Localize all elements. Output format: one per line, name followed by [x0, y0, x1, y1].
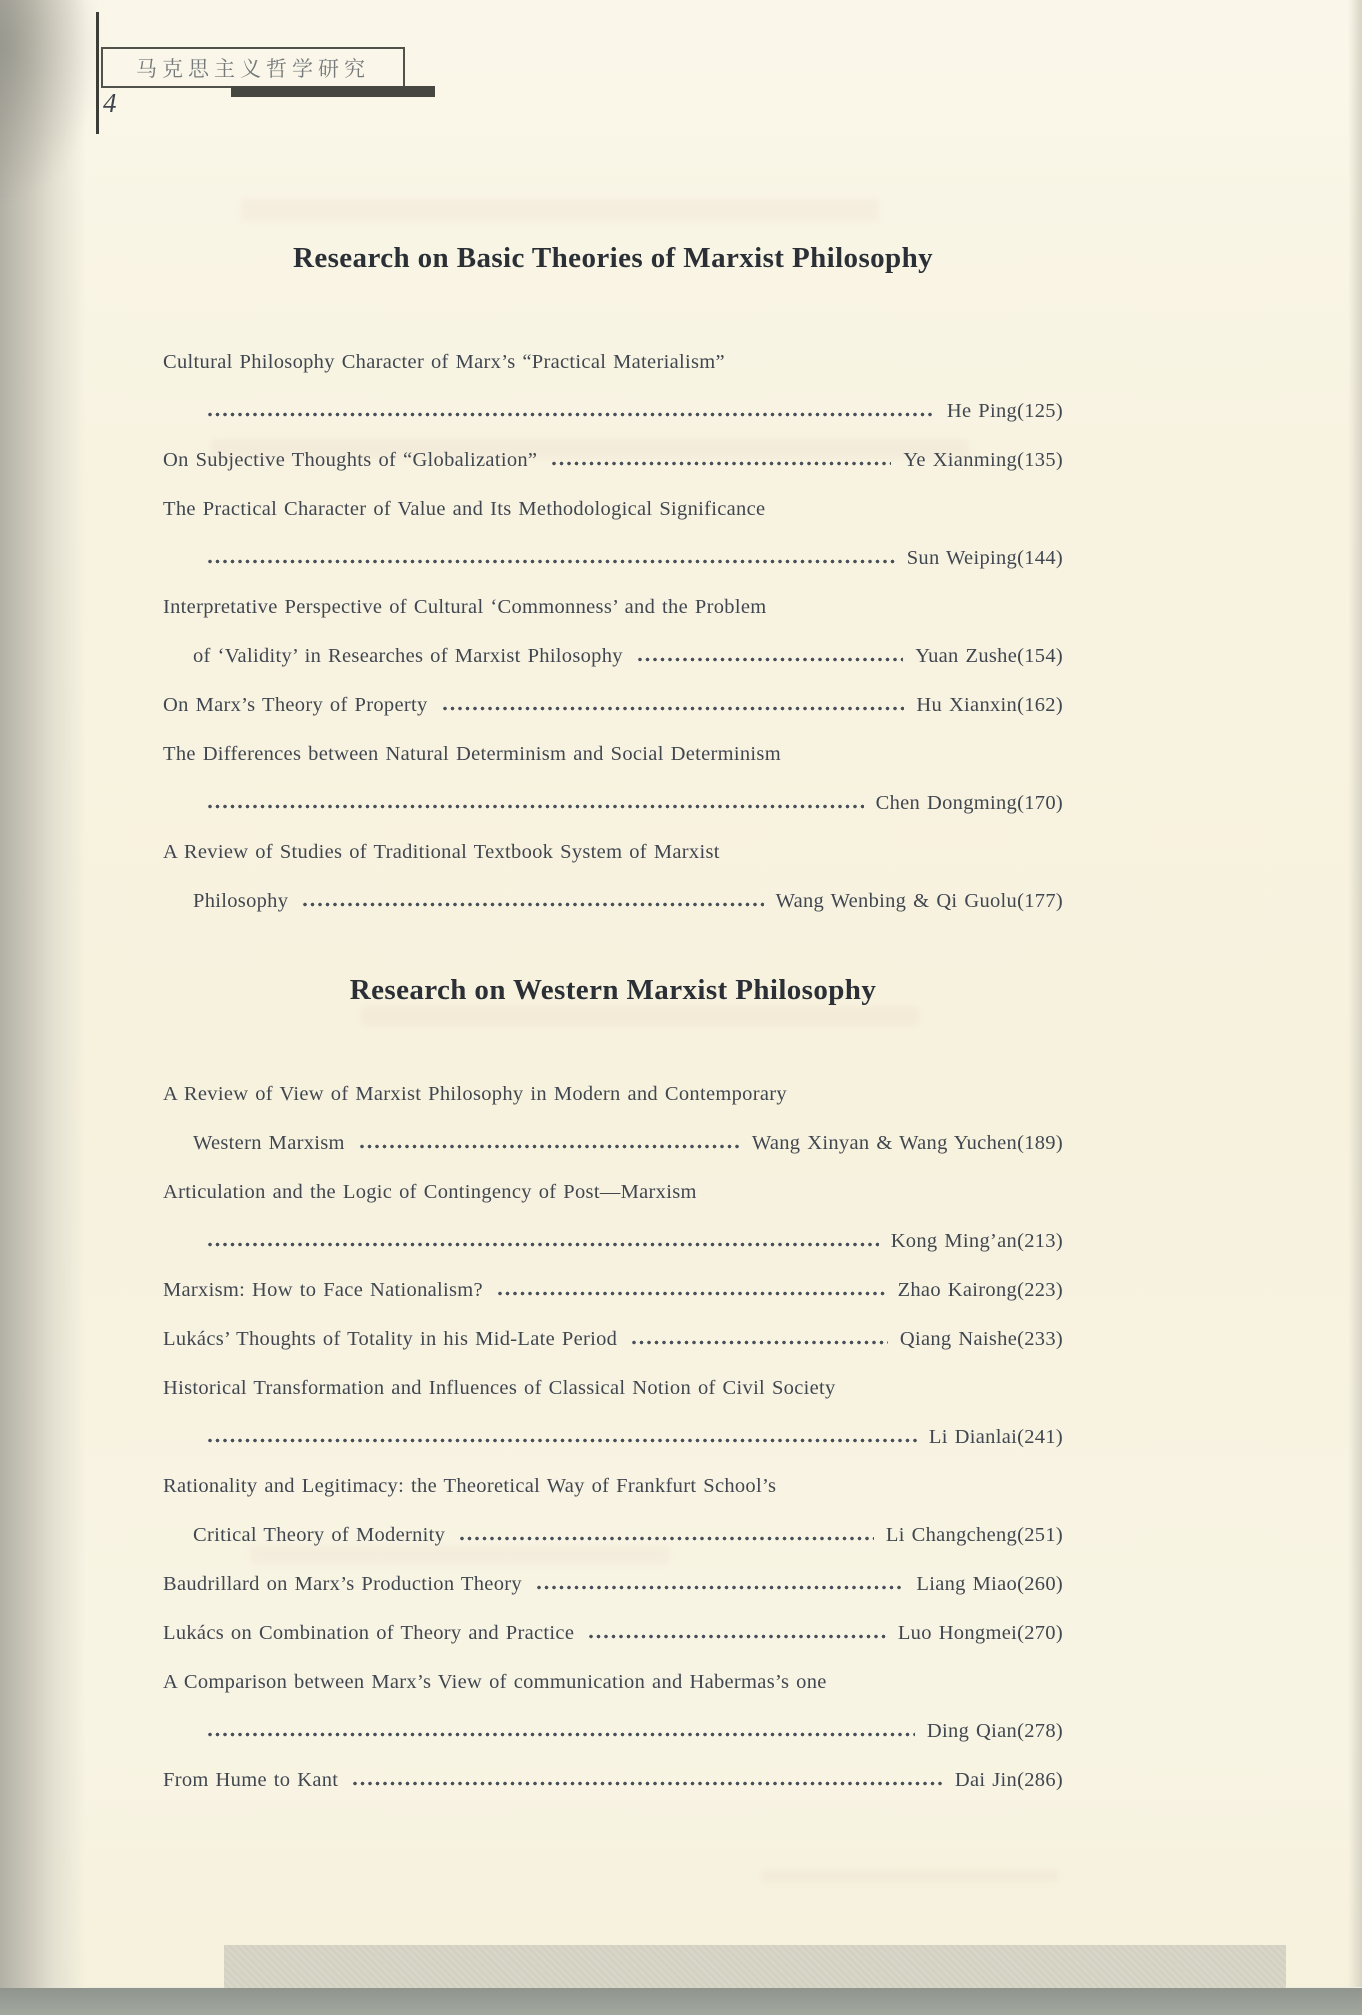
entry-author-page: Zhao Kairong(223) — [897, 1279, 1063, 1301]
entry-author-page: Dai Jin(286) — [954, 1769, 1063, 1791]
scan-bottom-band — [0, 1988, 1362, 2015]
entry-author-page: Wang Wenbing & Qi Guolu(177) — [775, 890, 1063, 912]
entry-title-text: of ‘Validity’ in Researches of Marxist Philosophy — [193, 645, 623, 667]
entry-author-page: Sun Weiping(144) — [906, 547, 1063, 569]
entry-title-text: On Subjective Thoughts of “Globalization” — [163, 449, 538, 471]
dot-leader — [588, 1633, 886, 1640]
header-accent-bar — [231, 86, 435, 97]
bleed-through-artifact — [240, 198, 880, 222]
toc-row — [163, 1070, 1063, 1119]
toc-row — [163, 828, 1063, 877]
toc-row — [163, 1707, 1063, 1756]
entry-title-text: Baudrillard on Marx’s Production Theory — [163, 1573, 522, 1595]
toc-row — [163, 1168, 1063, 1217]
scan-left-edge — [0, 0, 86, 2015]
toc-row — [163, 1658, 1063, 1707]
entry-author-page: Ye Xianming(135) — [903, 449, 1063, 471]
entry-title-text: Rationality and Legitimacy: the Theoretical Way of Frankfurt School’s — [163, 1475, 777, 1497]
entry-author-page: Li Changcheng(251) — [885, 1524, 1063, 1546]
dot-leader — [207, 1437, 917, 1444]
scan-bottom-texture — [224, 1945, 1286, 1991]
dot-leader — [536, 1584, 904, 1591]
entry-title-text: The Practical Character of Value and Its Methodological Significance — [163, 498, 766, 520]
toc-row — [163, 534, 1063, 583]
toc-row — [163, 877, 1063, 926]
toc-row — [163, 1315, 1063, 1364]
bleed-through-artifact — [760, 1868, 1060, 1884]
dot-leader — [359, 1143, 740, 1150]
toc-row — [163, 338, 1063, 387]
toc-row — [163, 1413, 1063, 1462]
dot-leader — [352, 1780, 943, 1787]
entry-title-text: The Differences between Natural Determinism and Social Determinism — [163, 743, 781, 765]
dot-leader — [459, 1535, 874, 1542]
dot-leader — [497, 1290, 886, 1297]
page-number: 4 — [103, 88, 117, 118]
entry-title-text: A Review of View of Marxist Philosophy in Modern and Contemporary — [163, 1083, 787, 1105]
entry-title-text: Philosophy — [193, 890, 289, 912]
dot-leader — [551, 460, 891, 467]
entry-author-page: Ding Qian(278) — [926, 1720, 1063, 1742]
entry-title-text: Lukács on Combination of Theory and Practice — [163, 1622, 575, 1644]
toc-row — [163, 436, 1063, 485]
entry-author-page: Hu Xianxin(162) — [916, 694, 1063, 716]
entry-title-text: Cultural Philosophy Character of Marx’s “Practical Materialism” — [163, 351, 725, 373]
entry-title-text: Western Marxism — [193, 1132, 345, 1154]
entry-author-page: Li Dianlai(241) — [928, 1426, 1063, 1448]
entry-author-page: Chen Dongming(170) — [875, 792, 1063, 814]
entry-author-page: Liang Miao(260) — [916, 1573, 1063, 1595]
entry-title-text: A Review of Studies of Traditional Textbook System of Marxist — [163, 841, 720, 863]
entry-title-text: Articulation and the Logic of Contingency of Post—Marxism — [163, 1181, 697, 1203]
dot-leader — [631, 1339, 888, 1346]
scan-corner-shadow — [0, 0, 102, 200]
header-rule-vertical — [96, 12, 99, 134]
entry-author-page: Kong Ming’an(213) — [890, 1230, 1063, 1252]
entry-author-page: He Ping(125) — [946, 400, 1063, 422]
header-title-box — [101, 47, 405, 88]
section-title: Research on Western Marxist Philosophy — [349, 974, 877, 1006]
entry-title-text: Marxism: How to Face Nationalism? — [163, 1279, 483, 1301]
toc-section — [163, 972, 1063, 1805]
dot-leader — [207, 1731, 915, 1738]
toc-row — [163, 1462, 1063, 1511]
toc-row — [163, 1217, 1063, 1266]
toc-row — [163, 1560, 1063, 1609]
entry-author-page: Yuan Zushe(154) — [915, 645, 1063, 667]
toc-row — [163, 1364, 1063, 1413]
dot-leader — [207, 803, 864, 810]
toc-row — [163, 583, 1063, 632]
entry-author-page: Qiang Naishe(233) — [899, 1328, 1063, 1350]
dot-leader — [207, 1241, 879, 1248]
toc-row — [163, 779, 1063, 828]
entry-title-text: On Marx’s Theory of Property — [163, 694, 428, 716]
entry-author-page: Luo Hongmei(270) — [897, 1622, 1063, 1644]
entry-title-text: A Comparison between Marx’s View of communication and Habermas’s one — [163, 1671, 827, 1693]
entry-title-text: From Hume to Kant — [163, 1769, 339, 1791]
entry-title-text: Lukács’ Thoughts of Totality in his Mid-Late Period — [163, 1328, 618, 1350]
toc-section — [163, 240, 1063, 926]
dot-leader — [442, 705, 905, 712]
section-title: Research on Basic Theories of Marxist Philosophy — [292, 242, 933, 274]
scan-right-edge — [1348, 0, 1362, 2015]
dot-leader — [207, 558, 895, 565]
header-title-label: 马克思主义哲学研究 — [136, 56, 370, 81]
entry-author-page: Wang Xinyan & Wang Yuchen(189) — [751, 1132, 1063, 1154]
dot-leader — [207, 411, 935, 418]
toc-row — [163, 730, 1063, 779]
table-of-contents — [163, 240, 1063, 1805]
dot-leader — [302, 901, 763, 908]
toc-row — [163, 632, 1063, 681]
entry-title-text: Historical Transformation and Influences of Classical Notion of Civil Society — [163, 1377, 836, 1399]
toc-row — [163, 1511, 1063, 1560]
toc-row — [163, 1266, 1063, 1315]
toc-row — [163, 681, 1063, 730]
dot-leader — [637, 656, 903, 663]
toc-row — [163, 1609, 1063, 1658]
toc-row — [163, 1756, 1063, 1805]
toc-row — [163, 485, 1063, 534]
entry-title-text: Critical Theory of Modernity — [193, 1524, 446, 1546]
entry-title-text: Interpretative Perspective of Cultural ‘Commonness’ and the Problem — [163, 596, 767, 618]
toc-row — [163, 1119, 1063, 1168]
toc-row — [163, 387, 1063, 436]
